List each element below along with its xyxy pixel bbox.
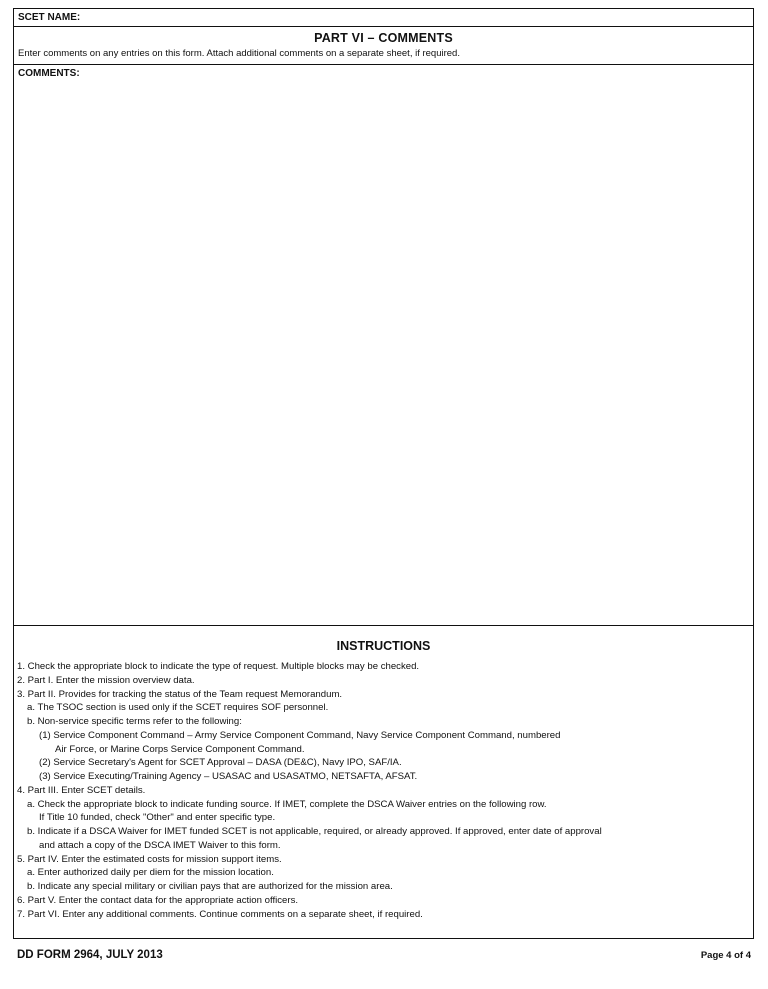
instruction-line: 5. Part IV. Enter the estimated costs for mission support items. [17, 853, 282, 865]
page-number: Page 4 of 4 [700, 950, 751, 961]
instruction-line: 7. Part VI. Enter any additional comments. Continue comments on a separate sheet, if required. [17, 908, 423, 920]
instruction-line: 1. Check the appropriate block to indicate the type of request. Multiple blocks may be checked. [17, 661, 420, 672]
instruction-line: a. The TSOC section is used only if the SCET requires SOF personnel. [27, 702, 329, 714]
part-subtitle: Enter comments on any entries on this form. Attach additional comments on a separate sheet, if required. [18, 48, 460, 59]
instruction-line: 2. Part I. Enter the mission overview data. [17, 674, 195, 686]
instruction-line: a. Enter authorized daily per diem for the mission location. [27, 867, 274, 879]
instructions-section [14, 626, 753, 937]
form-frame [13, 8, 754, 939]
instructions-list [17, 660, 602, 921]
instruction-line: 6. Part V. Enter the contact data for the appropriate action officers. [17, 894, 299, 906]
comments-field[interactable] [14, 65, 753, 626]
instructions-title: INSTRUCTIONS [336, 639, 431, 653]
part-vi-header [14, 27, 753, 65]
instruction-line: 4. Part III. Enter SCET details. [17, 784, 146, 796]
scet-name-label: SCET NAME: [18, 12, 81, 23]
instruction-line: (1) Service Component Command – Army Service Component Command, Navy Service Component Command, numbered [39, 729, 561, 741]
instruction-line: If Title 10 funded, check "Other" and enter specific type. [39, 812, 276, 824]
instruction-line: b. Non-service specific terms refer to the following: [27, 716, 242, 727]
instruction-line: b. Indicate if a DSCA Waiver for IMET funded SCET is not applicable, required, or already approved. If approved, enter date of approval [27, 826, 602, 837]
instruction-line: 3. Part II. Provides for tracking the status of the Team request Memorandum. [17, 688, 343, 700]
instruction-line: Air Force, or Marine Corps Service Component Command. [55, 743, 305, 755]
instruction-line: and attach a copy of the DSCA IMET Waiver to this form. [39, 839, 281, 851]
instruction-line: b. Indicate any special military or civilian pays that are authorized for the mission area. [27, 881, 393, 892]
comments-label: COMMENTS: [18, 68, 80, 79]
part-title: PART VI – COMMENTS [314, 31, 453, 45]
instruction-line: a. Check the appropriate block to indicate funding source. If IMET, complete the DSCA Waiver entries on the following row. [27, 798, 547, 810]
instruction-line: (2) Service Secretary's Agent for SCET Approval – DASA (DE&C), Navy IPO, SAF/IA. [39, 757, 402, 769]
form-identifier: DD FORM 2964, JULY 2013 [17, 949, 163, 961]
instruction-line: (3) Service Executing/Training Agency – USASAC and USASATMO, NETSAFTA, AFSAT. [39, 771, 418, 782]
scet-name-field[interactable] [14, 9, 753, 27]
